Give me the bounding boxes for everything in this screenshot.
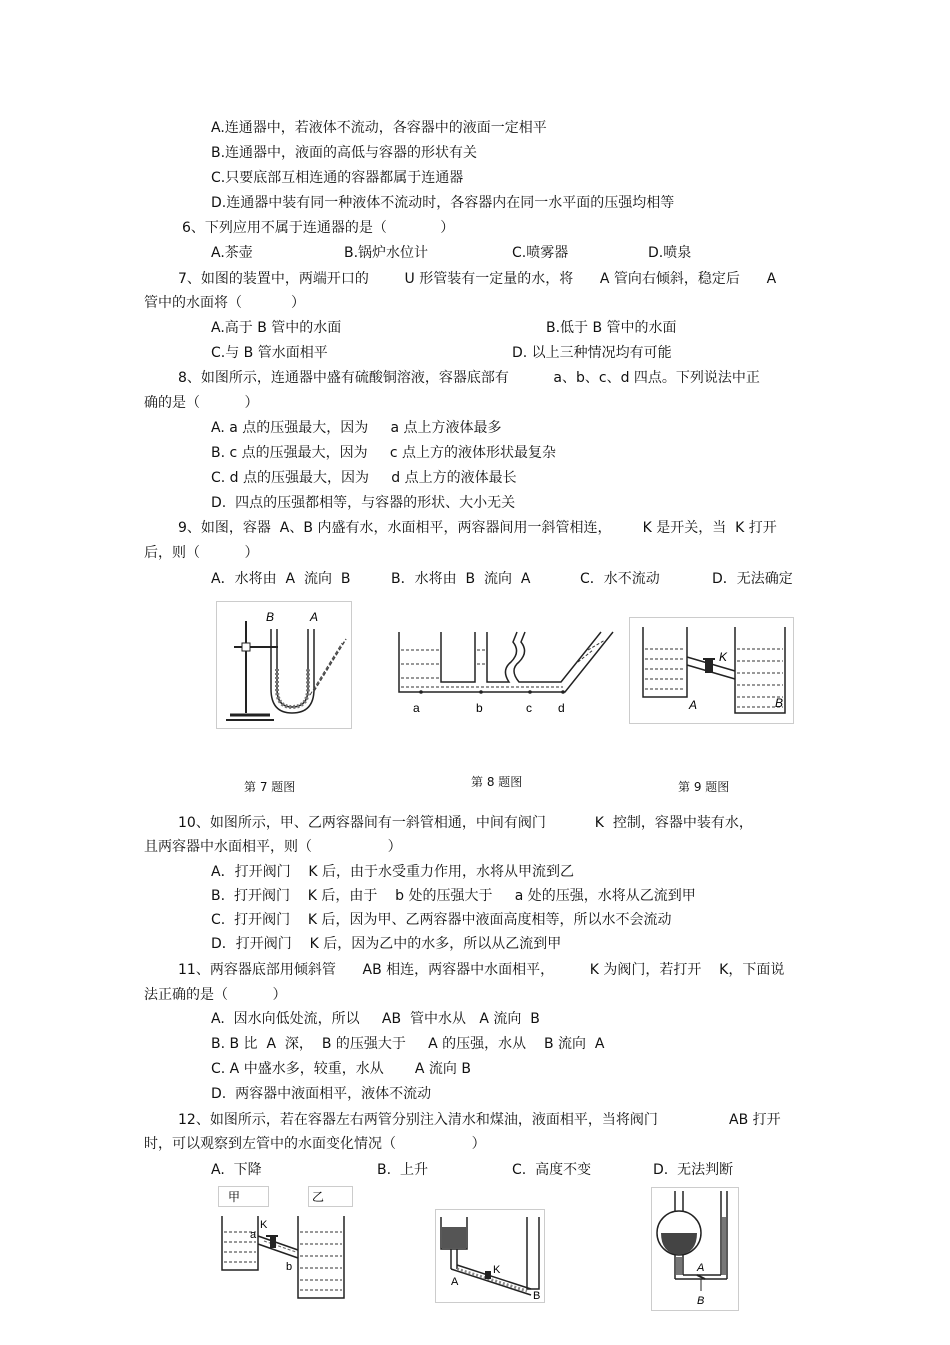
fig10-label-a: a	[250, 1229, 257, 1241]
q11-stem-line1: 11、两容器底部用倾斜管 AB 相连，两容器中水面相平， K 为阀门，若打开 K，下面说	[178, 962, 785, 978]
fig11-label-a: A	[451, 1276, 459, 1288]
q12-option-d: D. 无法判断	[653, 1162, 734, 1178]
q11-option-b: B. B 比 A 深， B 的压强大于 A 的压强，水从 B 流向 A	[211, 1036, 605, 1052]
q9-stem-line2: 后，则（ ）	[144, 545, 259, 561]
q10-option-c: C. 打开阀门 K 后，因为甲、乙两容器中液面高度相等，所以水不会流动	[211, 912, 672, 928]
q8-option-b: B. c 点的压强最大，因为 c 点上方的液体形状最复杂	[211, 445, 557, 461]
figure-11-inclined-pipe	[435, 1209, 545, 1303]
figure-8-connected-vessels	[393, 622, 619, 718]
q7-stem-line1: 7、如图的装置中，两端开口的 U 形管装有一定量的水，将 A 管向右倾斜，稳定后 A	[178, 271, 777, 287]
fig10-label-k: K	[260, 1219, 268, 1231]
q8-option-d: D. 四点的压强都相等，与容器的形状、大小无关	[211, 495, 516, 511]
q10-option-a: A．打开阀门 K 后，由于水受重力作用，水将从甲流到乙	[211, 864, 575, 880]
q12-option-b: B. 上升	[377, 1162, 428, 1178]
q7-stem-line2: 管中的水面将（ ）	[144, 295, 305, 311]
fig12-label-a: A	[697, 1262, 705, 1274]
figure-9-two-containers	[629, 617, 794, 724]
q11-option-c: C. A 中盛水多，较重，水从 A 流向 B	[211, 1061, 471, 1077]
q7-option-c: C.与 B 管水面相平	[211, 345, 328, 361]
q10-stem-line2: 且两容器中水面相平，则（ ）	[144, 839, 402, 855]
q7-option-b: B.低于 B 管中的水面	[546, 320, 677, 336]
q12-option-a: A. 下降	[211, 1162, 262, 1178]
q9-option-c: C．水不流动	[580, 571, 660, 587]
q7-option-a: A.高于 B 管中的水面	[211, 320, 342, 336]
figure-10-jia-yi-containers	[218, 1186, 358, 1304]
q6-option-c: C.喷雾器	[512, 245, 569, 261]
fig9-label-a: A	[689, 698, 698, 712]
q12-stem-line1: 12、如图所示，若在容器左右两管分别注入清水和煤油，液面相平，当将阀门 AB 打开	[178, 1112, 781, 1128]
q6-option-b: B.锅炉水位计	[344, 245, 429, 261]
q7-option-d: D. 以上三种情况均有可能	[512, 345, 672, 361]
q5-option-c: C.只要底部互相连通的容器都属于连通器	[211, 170, 464, 186]
fig10-label-jia: 甲	[228, 1190, 241, 1204]
q9-option-b: B．水将由 B 流向 A	[391, 571, 531, 587]
q5-option-b: B.连通器中，液面的高低与容器的形状有关	[211, 145, 478, 161]
q12-stem-line2: 时，可以观察到左管中的水面变化情况（ ）	[144, 1136, 486, 1152]
q8-option-a: A. a 点的压强最大，因为 a 点上方液体最多	[211, 420, 502, 436]
fig7-label-b: B	[266, 610, 275, 624]
q9-stem-line1: 9、如图，容器 A、B 内盛有水，水面相平，两容器间用一斜管相连， K 是开关，当 K 打开	[178, 520, 777, 536]
q11-option-a: A. 因水向低处流，所以 AB 管中水从 A 流向 B	[211, 1011, 540, 1027]
fig9-label-b: B	[775, 696, 784, 710]
fig8-label-a: a	[413, 701, 420, 715]
q9-option-a: A．水将由 A 流向 B	[211, 571, 351, 587]
figure-7-caption: 第 7 题图	[244, 780, 296, 794]
fig12-label-b: B	[697, 1295, 705, 1307]
fig10-label-yi: 乙	[312, 1190, 325, 1204]
q5-option-a: A.连通器中，若液体不流动，各容器中的液面一定相平	[211, 120, 547, 136]
q6-option-d: D.喷泉	[648, 245, 692, 261]
q8-stem-line2: 确的是（ ）	[144, 395, 259, 411]
q11-stem-line2: 法正确的是（ ）	[144, 987, 287, 1003]
fig11-label-k: K	[493, 1264, 501, 1276]
q10-stem-line1: 10、如图所示，甲、乙两容器间有一斜管相通，中间有阀门 K 控制，容器中装有水，	[178, 815, 753, 831]
q6-stem: 6、下列应用不属于连通器的是（ ）	[182, 220, 455, 236]
q6-option-a: A.茶壶	[211, 245, 253, 261]
q8-stem-line1: 8、如图所示，连通器中盛有硫酸铜溶液，容器底部有 a、b、c、d 四点。下列说法中正	[178, 370, 760, 386]
q10-option-b: B. 打开阀门 K 后，由于 b 处的压强大于 a 处的压强，水将从乙流到甲	[211, 888, 696, 904]
q5-option-d: D.连通器中装有同一种液体不流动时，各容器内在同一水平面的压强均相等	[211, 195, 675, 211]
fig11-label-b: B	[533, 1290, 541, 1302]
figure-8-caption: 第 8 题图	[471, 775, 523, 789]
fig8-label-c: c	[526, 701, 532, 715]
q9-option-d: D．无法确定	[712, 571, 793, 587]
fig8-label-d: d	[558, 701, 565, 715]
q12-option-c: C. 高度不变	[512, 1162, 592, 1178]
fig7-label-a: A	[310, 610, 319, 624]
fig10-label-b: b	[286, 1261, 293, 1273]
fig8-label-b: b	[476, 701, 483, 715]
q8-option-c: C. d 点的压强最大，因为 d 点上方的液体最长	[211, 470, 517, 486]
figure-12-bulb-tube	[651, 1187, 739, 1311]
q10-option-d: D．打开阀门 K 后，因为乙中的水多，所以从乙流到甲	[211, 936, 562, 952]
figure-7-u-tube	[216, 601, 352, 729]
fig9-label-k: K	[719, 650, 728, 664]
q11-option-d: D. 两容器中液面相平，液体不流动	[211, 1086, 432, 1102]
figure-9-caption: 第 9 题图	[678, 780, 730, 794]
